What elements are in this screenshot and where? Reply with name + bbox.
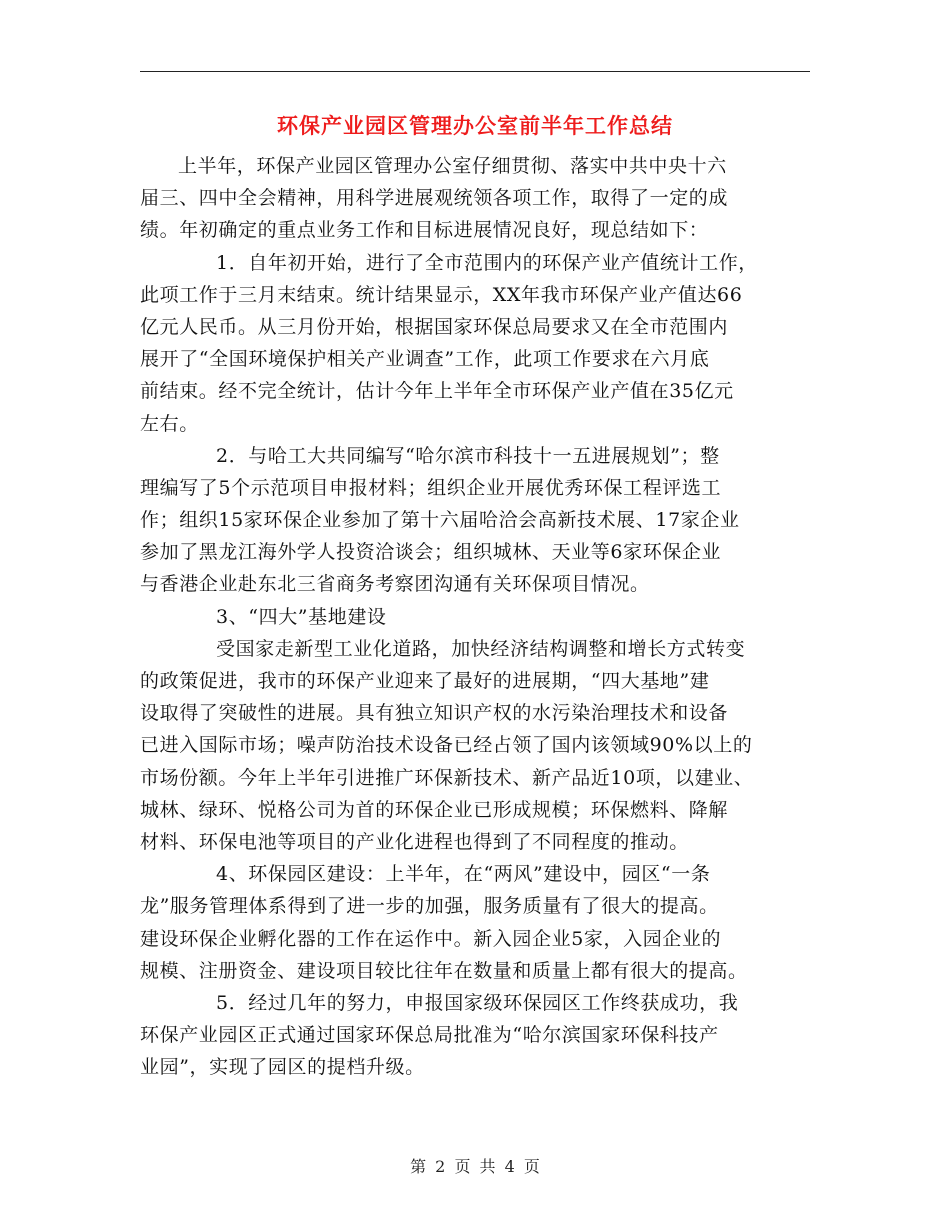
text-line: 前结束。经不完全统计，估计今年上半年全市环保产业产值在35亿元 <box>140 380 734 403</box>
text-line: 左右。 <box>140 412 199 435</box>
text-line: 1．自年初开始，进行了全市范围内的环保产业产值统计工作， <box>216 251 758 274</box>
text-line: 参加了黑龙江海外学人投资洽谈会；组织城林、天业等6家环保企业 <box>140 541 722 564</box>
header-rule <box>140 71 810 72</box>
text-line: 作；组织15家环保企业参加了第十六届哈洽会高新技术展、17家企业 <box>140 509 740 532</box>
text-line: 理编写了5个示范项目申报材料；组织企业开展优秀环保工程评选工 <box>140 476 722 499</box>
text-line: 城林、绿环、悦格公司为首的环保企业已形成规模；环保燃料、降解 <box>140 798 729 821</box>
text-line: 上半年，环保产业园区管理办公室仔细贯彻、落实中共中央十六 <box>178 155 727 177</box>
text-line: 受国家走新型工业化道路，加快经济结构调整和增长方式转变 <box>216 637 746 660</box>
text-line: 绩。年初确定的重点业务工作和目标进展情况良好，现总结如下： <box>140 219 709 242</box>
text-line: 龙”服务管理体系得到了进一步的加强，服务质量有了很大的提高。 <box>140 895 719 918</box>
text-line: 此项工作于三月末结束。统计结果显示，XX年我市环保产业产值达66 <box>140 283 743 306</box>
text-line: 环保产业园区正式通过国家环保总局批准为“哈尔滨国家环保科技产 <box>140 1024 719 1047</box>
text-line: 2．与哈工大共同编写“哈尔滨市科技十一五进展规划”；整 <box>216 444 720 467</box>
text-line: 亿元人民币。从三月份开始，根据国家环保总局要求又在全市范围内 <box>140 315 729 338</box>
text-line: 届三、四中全会精神，用科学进展观统领各项工作，取得了一定的成 <box>140 187 729 210</box>
text-line: 4、环保园区建设：上半年，在“两风”建设中，园区“一条 <box>216 863 711 886</box>
text-line: 业园”，实现了园区的提档升级。 <box>140 1056 425 1079</box>
text-line: 展开了“全国环境保护相关产业调查”工作，此项工作要求在六月底 <box>140 348 710 371</box>
text-line: 材料、环保电池等项目的产业化进程也得到了不同程度的推动。 <box>140 830 689 853</box>
text-line: 市场份额。今年上半年引进推广环保新技术、新产品近10项，以建业、 <box>140 766 754 789</box>
text-line: 已进入国际市场；噪声防治技术设备已经占领了国内该领域90%以上的 <box>140 734 753 757</box>
text-line: 设取得了突破性的进展。具有独立知识产权的水污染治理技术和设备 <box>140 702 729 725</box>
section-heading: 3、“四大”基地建设 <box>216 605 387 628</box>
document-body <box>140 150 812 1083</box>
text-line: 建设环保企业孵化器的工作在运作中。新入园企业5家，入园企业的 <box>140 927 722 950</box>
text-line: 的政策促进，我市的环保产业迎来了最好的进展期，“四大基地”建 <box>140 670 710 692</box>
text-line: 与香港企业赴东北三省商务考察团沟通有关环保项目情况。 <box>140 573 650 596</box>
page-number-footer: 第 2 页 共 4 页 <box>410 1157 540 1176</box>
document-title: 环保产业园区管理办公室前半年工作总结 <box>277 113 673 138</box>
text-line: 规模、注册资金、建设项目较比往年在数量和质量上都有很大的提高。 <box>140 959 748 982</box>
text-line: 5．经过几年的努力，申报国家级环保园区工作终获成功，我 <box>216 991 739 1014</box>
